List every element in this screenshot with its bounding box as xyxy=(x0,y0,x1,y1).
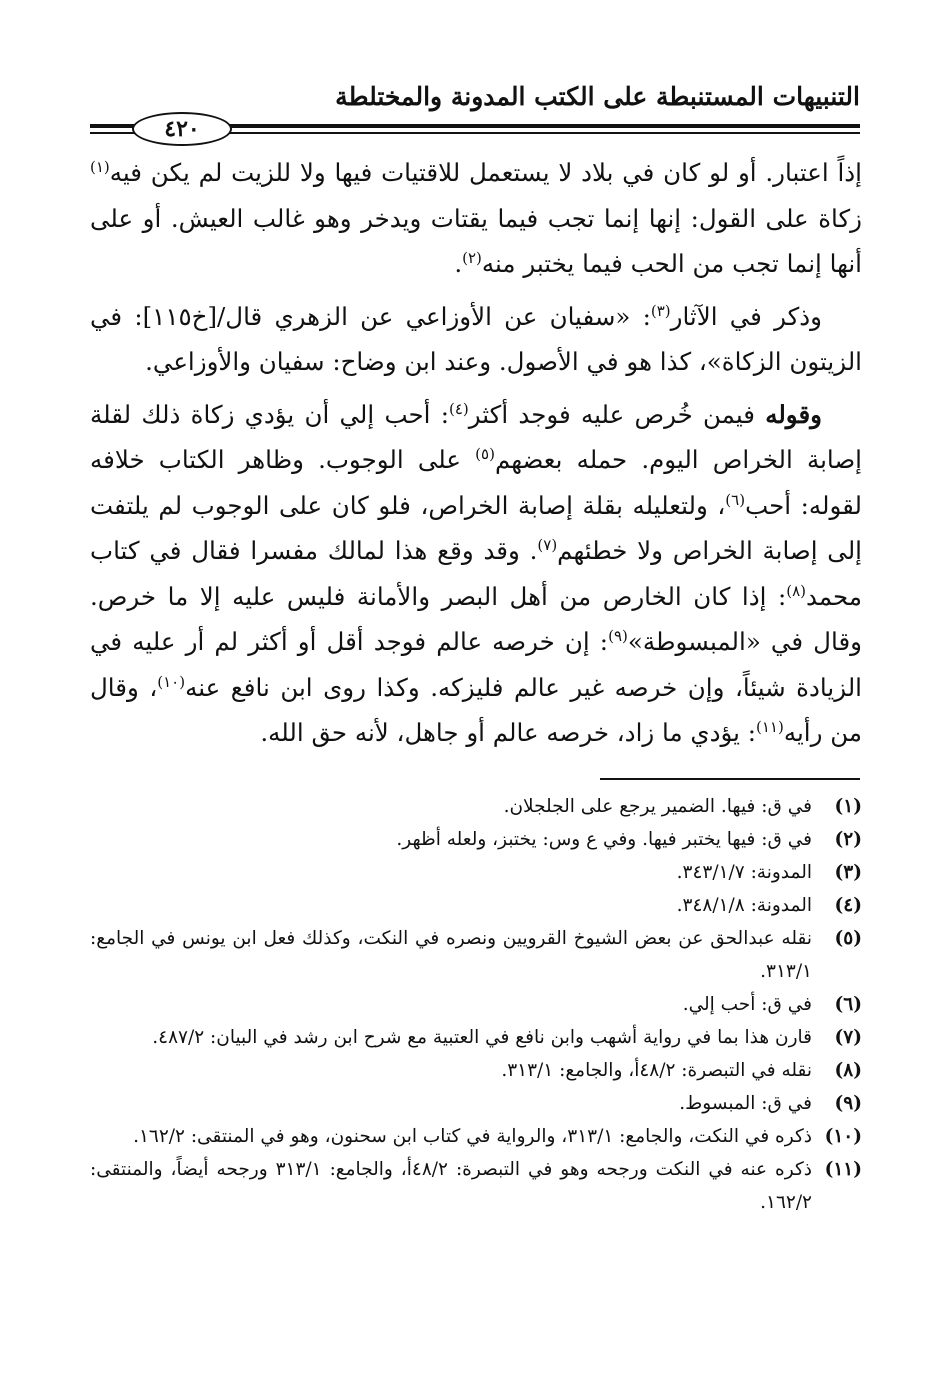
main-text xyxy=(90,150,862,763)
footnote-text: المدونة: ٣٤٨/١/٨. xyxy=(676,895,812,916)
footnote-ref-8: (٨) xyxy=(786,581,807,600)
footnote xyxy=(90,856,862,889)
text-run: : إن خرصه عالم فوجد أقل أو أكثر لم أر عليه في الزيادة شيئاً، وإن خرصه غير عالم فليزكه. وكذا روى ابن نافع عنه xyxy=(90,627,862,702)
paragraph-2 xyxy=(90,294,862,385)
footnote-text: في ق: فيها. الضمير يرجع على الجلجلان. xyxy=(503,796,812,817)
footnote-text: نقله عبدالحق عن بعض الشيوخ القرويين ونصره في النكت، وكذلك فعل ابن يونس في الجامع: ٣١٣/١. xyxy=(90,928,812,982)
footnote-number: (٥) xyxy=(834,928,862,949)
footnote-ref-4: (٤) xyxy=(448,399,469,418)
text-run: ، ولتعليله بقلة إصابة الخراص، فلو كان على الوجوب لم يلتفت إلى إصابة الخراص ولا خطئهم xyxy=(90,490,862,565)
footnote-number: (٨) xyxy=(834,1060,862,1081)
footnote-text: في ق: أحب إلي. xyxy=(682,994,812,1015)
text-run: ، وقال من رأيه xyxy=(90,672,862,747)
text-run: إذاً اعتبار. أو لو كان في بلاد لا يستعمل للاقتيات فيها ولا للزيت لم يكن فيه xyxy=(109,158,862,187)
footnote-ref-7: (٧) xyxy=(537,535,558,554)
footnote xyxy=(90,1021,862,1054)
footnote-number: (٧) xyxy=(834,1027,862,1048)
footnote-text: ذكره عنه في النكت ورجحه وهو في التبصرة: ٤٨/٢أ، والجامع: ٣١٣/١ ورجحه أيضاً، والمنتقى: ١٦٢/٢. xyxy=(90,1159,813,1213)
page-header xyxy=(90,82,860,142)
footnote-ref-1: (١) xyxy=(90,157,110,176)
text-run: زكاة على القول: إنها إنما تجب فيما يقتات ويدخر وهو غالب العيش. أو على أنها إنما تجب من الحب فيما يختبر منه xyxy=(90,203,862,278)
running-title: التنبيهات المستنبطة على الكتب المدونة والمختلطة xyxy=(335,82,860,111)
text-run: : «سفيان عن الأوزاعي عن الزهري قال/[خ١١٥]: في الزيتون الزكاة»، كذا هو في الأصول. وعند ابن وضاح: سفيان والأوزاعي. xyxy=(90,301,862,376)
footnote-number: (٩) xyxy=(834,1093,862,1114)
footnote-number: (١١) xyxy=(824,1159,862,1180)
footnote-ref-3: (٣) xyxy=(650,301,671,320)
page-number: ٤٢٠ xyxy=(132,112,232,146)
footnote xyxy=(90,1120,862,1153)
text-run: وذكر في الآثار xyxy=(670,301,822,331)
footnote-number: (٦) xyxy=(834,994,862,1015)
paragraph-1 xyxy=(90,150,862,287)
footnote xyxy=(90,1054,862,1087)
footnote xyxy=(90,1087,862,1120)
text-run: . وقد وقع هذا لمالك مفسرا فقال في كتاب محمد xyxy=(90,536,862,611)
footnote-text: نقله في التبصرة: ٤٨/٢أ، والجامع: ٣١٣/١. xyxy=(501,1060,812,1081)
footnote-ref-11: (١١) xyxy=(756,717,784,736)
paragraph-3 xyxy=(90,392,862,756)
footnote-number: (٢) xyxy=(834,829,862,850)
footnote-number: (٤) xyxy=(834,895,862,916)
text-run: على الوجوب. وظاهر الكتاب خلافه لقوله: أحب xyxy=(90,445,863,520)
footnote-text: المدونة: ٣٤٣/١/٧. xyxy=(676,862,812,883)
footnote-ref-9: (٩) xyxy=(608,626,628,645)
footnote-separator xyxy=(600,778,860,780)
text-run: : يؤدي ما زاد، خرصه عالم أو جاهل، لأنه حق الله. xyxy=(260,718,756,747)
text-run: : أحب إلي أن يؤدي زكاة ذلك لقلة إصابة الخراص اليوم. حمله بعضهم xyxy=(90,399,862,474)
footnotes xyxy=(90,790,862,1219)
footnote-ref-6: (٦) xyxy=(725,490,746,509)
lead-word: وقوله xyxy=(765,399,823,429)
text-run: فيمن خُرص عليه فوجد أكثر xyxy=(468,399,766,429)
footnote xyxy=(90,1153,862,1219)
footnote-text: في ق: فيها يختبر فيها. وفي ع وس: يختبز، ولعله أظهر. xyxy=(396,829,812,850)
footnote-number: (١٠) xyxy=(824,1126,862,1147)
footnote xyxy=(90,988,862,1021)
footnote-text: ذكره في النكت، والجامع: ٣١٣/١، والرواية في كتاب ابن سحنون، وهو في المنتقى: ١٦٢/٢. xyxy=(133,1126,812,1147)
footnote-text: قارن هذا بما في رواية أشهب وابن نافع في العتبية مع شرح ابن رشد في البيان: ٤٨٧/٢. xyxy=(152,1027,812,1048)
footnote xyxy=(90,922,862,988)
footnote-text: في ق: المبسوط. xyxy=(679,1093,812,1114)
footnote xyxy=(90,823,862,856)
text-run: : إذا كان الخارص من أهل البصر والأمانة فليس عليه إلا ما خرص. وقال في «المبسوطة» xyxy=(90,581,862,656)
footnote-ref-5: (٥) xyxy=(475,444,495,463)
footnote xyxy=(90,889,862,922)
footnote-ref-2: (٢) xyxy=(462,248,482,267)
text-run: . xyxy=(454,249,463,278)
footnote-number: (٣) xyxy=(834,862,862,883)
footnote-number: (١) xyxy=(834,796,862,817)
footnote xyxy=(90,790,862,823)
footnote-ref-10: (١٠) xyxy=(157,672,186,691)
